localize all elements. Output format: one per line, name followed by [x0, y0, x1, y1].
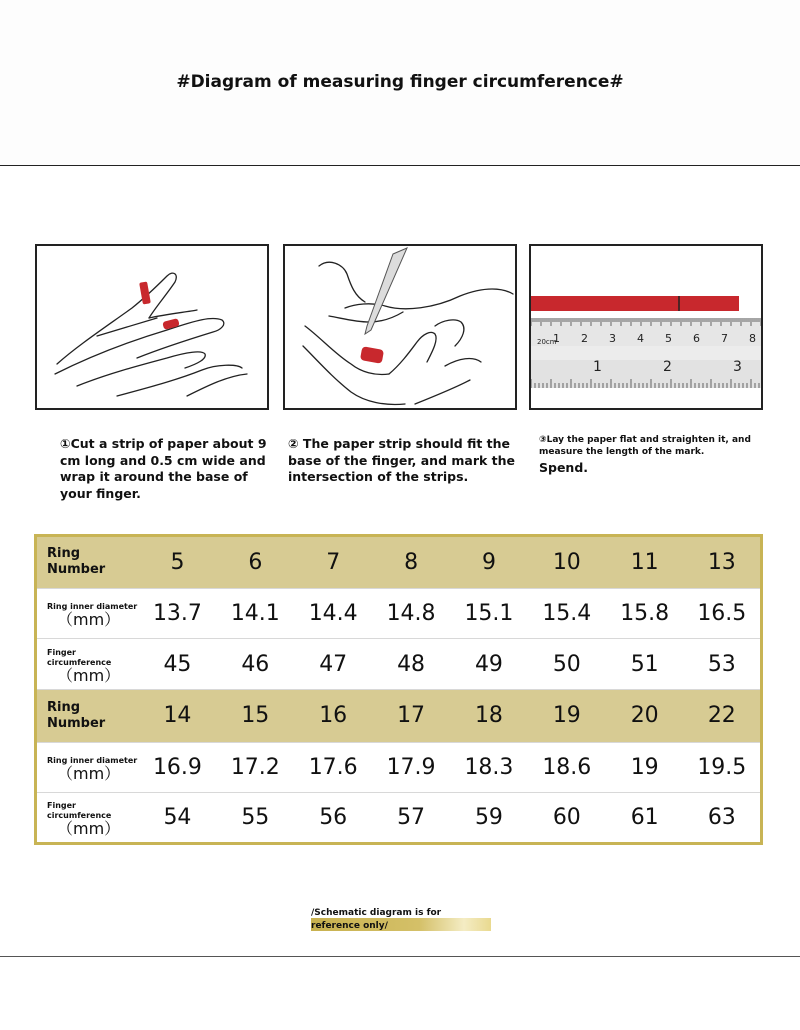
table-cell: 16.5 — [684, 588, 762, 639]
table-cell: 22 — [684, 689, 762, 742]
table-cell: 59 — [450, 793, 528, 844]
table-cell: 5 — [139, 536, 217, 589]
table-cell: 57 — [372, 793, 450, 844]
table-cell: 54 — [139, 793, 217, 844]
table-cell: 15.8 — [606, 588, 684, 639]
row-label — [36, 793, 139, 844]
table-cell: 20 — [606, 689, 684, 742]
ruler-bottom-number: 1 — [593, 359, 602, 375]
table-cell: 14.4 — [294, 588, 372, 639]
table-cell: 53 — [684, 639, 762, 690]
bottom-divider — [0, 956, 800, 957]
table-cell: 56 — [294, 793, 372, 844]
hand-with-strip-icon — [37, 246, 267, 408]
table-cell: 17.2 — [216, 742, 294, 793]
inner-diameter-row — [36, 742, 762, 793]
table-cell: 13.7 — [139, 588, 217, 639]
step1-illustration — [35, 244, 269, 410]
table-cell: 8 — [372, 536, 450, 589]
row-label — [36, 689, 139, 742]
table-cell: 18.3 — [450, 742, 528, 793]
row-label-text: Finger circumference — [47, 801, 112, 821]
row-label-text: Ring inner diameter — [47, 755, 138, 765]
note-line1: /Schematic diagram is for — [311, 908, 442, 918]
unit-label: （mm） — [57, 610, 121, 629]
inner-diameter-row — [36, 588, 762, 639]
table-cell: 16 — [294, 689, 372, 742]
step3-text — [539, 434, 754, 474]
row-label — [36, 588, 139, 639]
ruler-top-number: 6 — [693, 332, 700, 345]
unit-label: （mm） — [57, 819, 121, 839]
table-cell: 9 — [450, 536, 528, 589]
table-cell: 46 — [216, 639, 294, 690]
table-cell: 18 — [450, 689, 528, 742]
table-cell: 15.1 — [450, 588, 528, 639]
finger-circumference-row — [36, 639, 762, 690]
ruler-top-number: 5 — [665, 332, 672, 345]
table-cell: 7 — [294, 536, 372, 589]
table-cell: 17 — [372, 689, 450, 742]
table-cell: 45 — [139, 639, 217, 690]
step1-text: ①Cut a strip of paper about 9 cm long and 0.5 cm wide and wrap it around the base of your finger. — [60, 436, 267, 501]
ruler-bottom-number: 2 — [663, 359, 672, 375]
page-title: #Diagram of measuring finger circumference# — [176, 72, 624, 92]
table-cell: 18.6 — [528, 742, 606, 793]
table-cell: 49 — [450, 639, 528, 690]
hand-marking-strip-icon — [285, 246, 515, 408]
table-cell: 6 — [216, 536, 294, 589]
reference-note — [311, 907, 441, 933]
table-cell: 19 — [528, 689, 606, 742]
table-cell: 14.8 — [372, 588, 450, 639]
table-cell: 17.6 — [294, 742, 372, 793]
ring-size-table — [34, 534, 763, 845]
table-cell: 15.4 — [528, 588, 606, 639]
row-label — [36, 742, 139, 793]
row-label-text: Ring inner diameter — [47, 602, 138, 611]
row-label-text: Ring Number — [47, 699, 106, 731]
step3-instruction: ③Lay the paper flat and straighten it, and measure the length of the mark. — [539, 435, 751, 457]
ruler-top-number: 2 — [581, 332, 588, 345]
paper-strip — [531, 296, 739, 311]
ruler-top-number: 8 — [749, 332, 756, 345]
table-cell: 19.5 — [684, 742, 762, 793]
step3-illustration — [529, 244, 763, 410]
step2-illustration — [283, 244, 517, 410]
table-cell: 60 — [528, 793, 606, 844]
ruler-top-number: 3 — [609, 332, 616, 345]
row-label-text: Finger circumference — [47, 647, 112, 667]
table-cell: 13 — [684, 536, 762, 589]
table-cell: 61 — [606, 793, 684, 844]
table-cell: 50 — [528, 639, 606, 690]
table-cell: 47 — [294, 639, 372, 690]
unit-label: （mm） — [57, 763, 121, 783]
top-divider — [0, 165, 800, 166]
table-cell: 14.1 — [216, 588, 294, 639]
row-label-text: Ring Number — [47, 546, 106, 578]
ruler-top-number: 1 — [553, 332, 560, 345]
ring-number-row — [36, 689, 762, 742]
ruler-bottom-number: 3 — [733, 359, 742, 375]
ruler-top-number: 7 — [721, 332, 728, 345]
note-line2: reference only/ — [311, 921, 388, 931]
step3-extra: Spend. — [539, 460, 589, 475]
table-cell: 19 — [606, 742, 684, 793]
ruler-measurement-icon — [531, 246, 761, 408]
ruler-top-number: 4 — [637, 332, 644, 345]
finger-circumference-row — [36, 793, 762, 844]
table-cell: 17.9 — [372, 742, 450, 793]
row-label — [36, 639, 139, 690]
ruler-unit-label: 20cm — [537, 338, 557, 346]
table-cell: 14 — [139, 689, 217, 742]
table-cell: 48 — [372, 639, 450, 690]
ring-number-row — [36, 536, 762, 589]
table-cell: 55 — [216, 793, 294, 844]
table-cell: 51 — [606, 639, 684, 690]
step2-text: ② The paper strip should fit the base of the finger, and mark the intersection of the strips. — [288, 436, 516, 484]
table-cell: 63 — [684, 793, 762, 844]
table-cell: 11 — [606, 536, 684, 589]
table-cell: 16.9 — [139, 742, 217, 793]
table-cell: 15 — [216, 689, 294, 742]
unit-label: （mm） — [57, 665, 121, 685]
row-label — [36, 536, 139, 589]
table-cell: 10 — [528, 536, 606, 589]
